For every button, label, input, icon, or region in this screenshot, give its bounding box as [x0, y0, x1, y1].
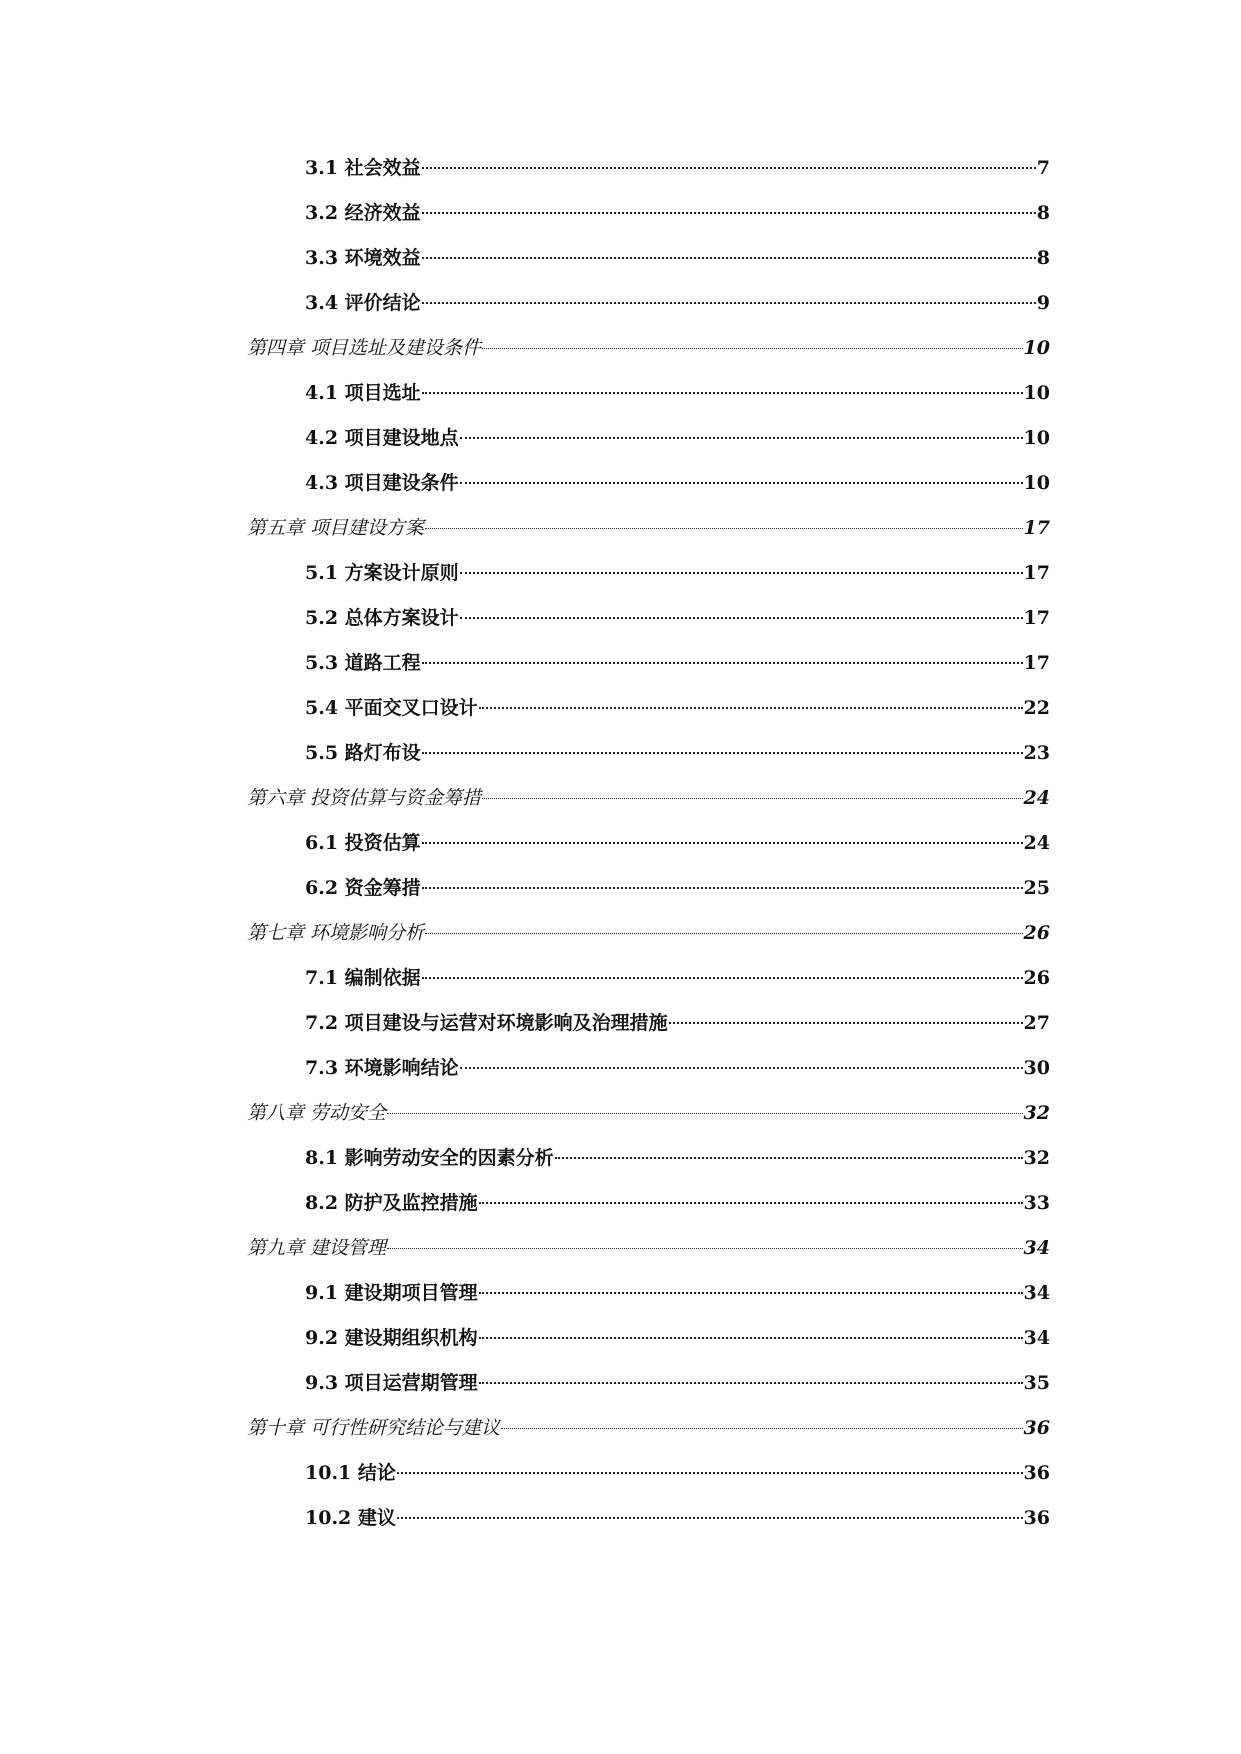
toc-chapter-8[interactable]	[247, 1098, 1050, 1128]
dot-leader	[397, 1472, 1023, 1474]
toc-entry-10-1[interactable]	[305, 1458, 1050, 1488]
toc-entry-3-1[interactable]	[305, 153, 1050, 183]
toc-entry-title: 第九章 建设管理	[247, 1237, 387, 1259]
dot-leader	[460, 1067, 1023, 1069]
dot-leader	[387, 1248, 1023, 1249]
toc-entry-9-3[interactable]	[305, 1368, 1050, 1398]
toc-page-number: 10	[1023, 337, 1050, 359]
dot-leader	[422, 752, 1023, 754]
dot-leader	[422, 977, 1023, 979]
toc-entry-7-2[interactable]	[305, 1008, 1050, 1038]
dot-leader	[422, 842, 1023, 844]
toc-entry-title: 7.3 环境影响结论	[305, 1057, 459, 1079]
toc-entry-3-2[interactable]	[305, 198, 1050, 228]
toc-entry-6-1[interactable]	[305, 828, 1050, 858]
toc-entry-title: 5.3 道路工程	[305, 652, 421, 674]
toc-entry-title: 4.2 项目建设地点	[305, 427, 459, 449]
toc-page-number: 17	[1023, 562, 1050, 584]
toc-page-number: 26	[1023, 967, 1050, 989]
dot-leader	[460, 437, 1023, 439]
toc-entry-5-4[interactable]	[305, 693, 1050, 723]
toc-entry-5-5[interactable]	[305, 738, 1050, 768]
toc-page-number: 24	[1023, 832, 1050, 854]
toc-page-number: 33	[1023, 1192, 1050, 1214]
toc-page-number: 9	[1036, 292, 1050, 314]
dot-leader	[397, 1517, 1023, 1519]
toc-page-number: 36	[1023, 1462, 1050, 1484]
toc-chapter-10[interactable]	[247, 1413, 1050, 1443]
toc-entry-title: 9.2 建设期组织机构	[305, 1327, 478, 1349]
toc-entry-title: 3.1 社会效益	[305, 157, 421, 179]
toc-page-number: 8	[1036, 202, 1050, 224]
toc-page-number: 8	[1036, 247, 1050, 269]
toc-page-number: 23	[1023, 742, 1050, 764]
toc-entry-10-2[interactable]	[305, 1503, 1050, 1533]
toc-entry-title: 3.3 环境效益	[305, 247, 421, 269]
toc-page-number: 30	[1023, 1057, 1050, 1079]
toc-page-number: 22	[1023, 697, 1050, 719]
toc-page-number: 26	[1023, 922, 1050, 944]
dot-leader	[460, 617, 1023, 619]
dot-leader	[425, 933, 1023, 934]
toc-entry-title: 5.2 总体方案设计	[305, 607, 459, 629]
dot-leader	[460, 482, 1023, 484]
toc-entry-title: 6.1 投资估算	[305, 832, 421, 854]
toc-entry-5-2[interactable]	[305, 603, 1050, 633]
toc-page-number: 10	[1023, 472, 1050, 494]
toc-entry-3-3[interactable]	[305, 243, 1050, 273]
dot-leader	[669, 1022, 1023, 1024]
toc-page-number: 24	[1023, 787, 1050, 809]
dot-leader	[482, 798, 1023, 799]
toc-entry-title: 7.2 项目建设与运营对环境影响及治理措施	[305, 1012, 668, 1034]
toc-entry-title: 5.5 路灯布设	[305, 742, 421, 764]
toc-entry-7-1[interactable]	[305, 963, 1050, 993]
dot-leader	[482, 348, 1023, 349]
toc-page-number: 25	[1023, 877, 1050, 899]
toc-entry-6-2[interactable]	[305, 873, 1050, 903]
toc-page-number: 10	[1023, 382, 1050, 404]
toc-chapter-5[interactable]	[247, 513, 1050, 543]
toc-entry-title: 第五章 项目建设方案	[247, 517, 425, 539]
toc-entry-title: 第六章 投资估算与资金筹措	[247, 787, 482, 809]
toc-entry-5-3[interactable]	[305, 648, 1050, 678]
toc-page-number: 32	[1023, 1102, 1050, 1124]
toc-entry-title: 5.1 方案设计原则	[305, 562, 459, 584]
toc-entry-4-1[interactable]	[305, 378, 1050, 408]
toc-entry-9-1[interactable]	[305, 1278, 1050, 1308]
toc-page-number: 17	[1023, 652, 1050, 674]
dot-leader	[460, 572, 1023, 574]
dot-leader	[422, 887, 1023, 889]
dot-leader	[479, 707, 1023, 709]
dot-leader	[555, 1157, 1023, 1159]
dot-leader	[479, 1292, 1023, 1294]
dot-leader	[501, 1428, 1023, 1429]
toc-entry-title: 3.2 经济效益	[305, 202, 421, 224]
toc-entry-title: 8.2 防护及监控措施	[305, 1192, 478, 1214]
dot-leader	[479, 1202, 1023, 1204]
toc-entry-4-3[interactable]	[305, 468, 1050, 498]
toc-page-number: 10	[1023, 427, 1050, 449]
toc-entry-8-2[interactable]	[305, 1188, 1050, 1218]
toc-entry-7-3[interactable]	[305, 1053, 1050, 1083]
toc-page-number: 32	[1023, 1147, 1050, 1169]
dot-leader	[422, 167, 1036, 169]
toc-page-number: 34	[1023, 1237, 1050, 1259]
toc-entry-title: 8.1 影响劳动安全的因素分析	[305, 1147, 554, 1169]
dot-leader	[422, 302, 1036, 304]
dot-leader	[422, 662, 1023, 664]
toc-chapter-4[interactable]	[247, 333, 1050, 363]
toc-page-number: 35	[1023, 1372, 1050, 1394]
toc-entry-title: 第七章 环境影响分析	[247, 922, 425, 944]
dot-leader	[387, 1113, 1023, 1114]
toc-entry-title: 9.3 项目运营期管理	[305, 1372, 478, 1394]
dot-leader	[479, 1337, 1023, 1339]
toc-entry-title: 3.4 评价结论	[305, 292, 421, 314]
toc-entry-title: 4.1 项目选址	[305, 382, 421, 404]
toc-chapter-9[interactable]	[247, 1233, 1050, 1263]
dot-leader	[425, 528, 1023, 529]
toc-entry-title: 10.2 建议	[305, 1507, 396, 1529]
toc-page-number: 17	[1023, 607, 1050, 629]
dot-leader	[422, 257, 1036, 259]
toc-entry-5-1[interactable]	[305, 558, 1050, 588]
toc-chapter-6[interactable]	[247, 783, 1050, 813]
toc-page-number: 27	[1023, 1012, 1050, 1034]
toc-entry-title: 7.1 编制依据	[305, 967, 421, 989]
dot-leader	[422, 392, 1023, 394]
toc-entry-4-2[interactable]	[305, 423, 1050, 453]
toc-entry-3-4[interactable]	[305, 288, 1050, 318]
toc-page-number: 36	[1023, 1507, 1050, 1529]
dot-leader	[479, 1382, 1023, 1384]
toc-page-number: 34	[1023, 1282, 1050, 1304]
toc-entry-8-1[interactable]	[305, 1143, 1050, 1173]
toc-entry-9-2[interactable]	[305, 1323, 1050, 1353]
toc-entry-title: 5.4 平面交叉口设计	[305, 697, 478, 719]
toc-entry-title: 6.2 资金筹措	[305, 877, 421, 899]
toc-chapter-7[interactable]	[247, 918, 1050, 948]
toc-page-number: 7	[1036, 157, 1050, 179]
toc-page-number: 36	[1023, 1417, 1050, 1439]
dot-leader	[422, 212, 1036, 214]
toc-entry-title: 4.3 项目建设条件	[305, 472, 459, 494]
toc-entry-title: 第十章 可行性研究结论与建议	[247, 1417, 501, 1439]
toc-entry-title: 10.1 结论	[305, 1462, 396, 1484]
toc-entry-title: 9.1 建设期项目管理	[305, 1282, 478, 1304]
toc-entry-title: 第四章 项目选址及建设条件	[247, 337, 482, 359]
toc-entry-title: 第八章 劳动安全	[247, 1102, 387, 1124]
toc-page-number: 34	[1023, 1327, 1050, 1349]
toc-page-number: 17	[1023, 517, 1050, 539]
